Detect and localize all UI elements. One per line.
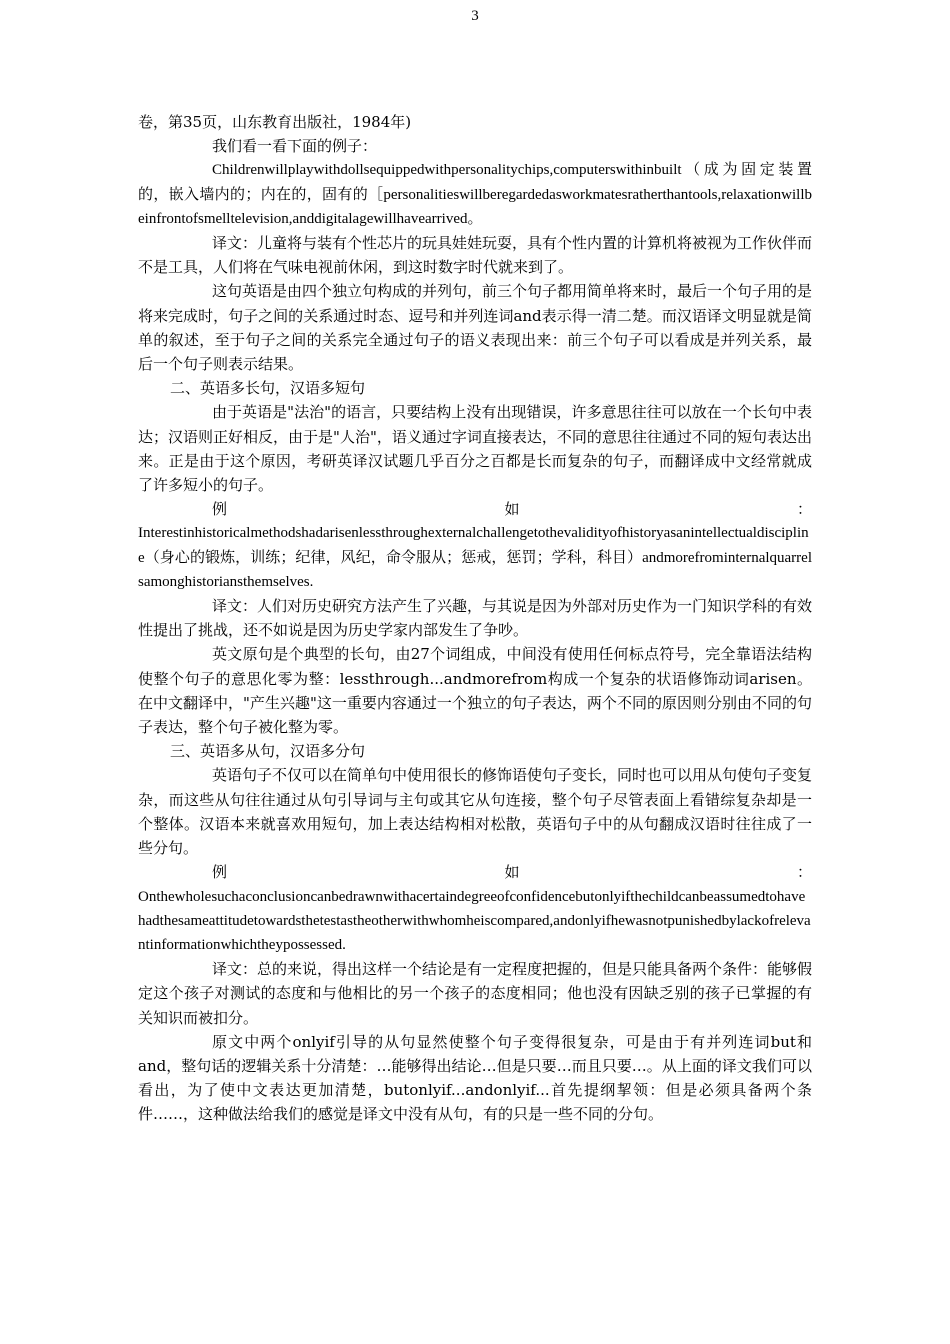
- example-lead-3: [138, 860, 812, 884]
- paragraph-continuation: 卷，第35页，山东教育出版社，1984年): [138, 113, 412, 131]
- example-sentence-1: Childrenwillplaywithdollsequippedwithpersonalitychips,computerswithinbuilt（成为固定装置的，嵌入墙内的；内在的，固有的［personalitieswillberegardedasworkmatesratherthantools,relaxationwillbeinfrontofsmelltelevision,anddigitalagewillhavearrived。: [138, 162, 812, 227]
- example-lead-li: 例: [212, 863, 228, 882]
- section-heading-2: 二、英语多长句，汉语多短句: [170, 379, 366, 398]
- example-lead-2: [138, 497, 812, 521]
- example-2-explanation: 英文原句是个典型的长句，由27个词组成，中间没有使用任何标点符号，完全靠语法结构使整个句子的意思化零为整：lessthrough...andmorefrom构成一个复杂的状语修饰动词arisen。在中文翻译中，"产生兴趣"这一重要内容通过一个独立的句子表达，两个不同的原因则分别由不同的句子表达，整个句子被化整为零。: [138, 645, 812, 737]
- example-lead-colon: ：: [796, 863, 812, 882]
- example-1-explanation: 这句英语是由四个独立句构成的并列句，前三个句子都用简单将来时，最后一个句子用的是将来完成时，句子之间的关系通过时态、逗号和并列连词and表示得一清二楚。而汉语译文明显就是简单的叙述，至于句子之间的关系完全通过句子的语义表现出来：前三个句子可以看成是并列关系，最后一个句子则表示结果。: [138, 282, 813, 374]
- section-3-paragraph: 英语句子不仅可以在简单句中使用很长的修饰语使句子变长，同时也可以用从句使句子变复杂，而这些从句往往通过从句引导词与主句或其它从句连接，整个句子尽管表面上看错综复杂却是一个整体。汉语本来就喜欢用短句，加上表达结构相对松散，英语句子中的从句翻成汉语时往往成了一些分句。: [138, 766, 813, 858]
- example-lead-ru: 如: [504, 500, 520, 519]
- example-sentence-3: Onthewholesuchaconclusioncanbedrawnwithacertaindegreeofconfidencebutonlyifthechildcanbeassumedtohavehadthesameattitudetowardsthetestastheotherwithwhomheiscompared,andonlyifhewasnotpunishedbylackofrelevantinformationwhichtheypossessed.: [138, 888, 811, 953]
- example-2-translation: 译文：人们对历史研究方法产生了兴趣，与其说是因为外部对历史作为一门知识学科的有效性提出了挑战，还不如说是因为历史学家内部发生了争吵。: [138, 597, 813, 640]
- example-1-translation: 译文：儿童将与装有个性芯片的玩具娃娃玩耍，具有个性内置的计算机将被视为工作伙伴而不是工具，人们将在气味电视前休闲，到这时数字时代就来到了。: [138, 234, 813, 277]
- page-number: 3: [471, 8, 479, 24]
- section-2-paragraph: 由于英语是"法治"的语言，只要结构上没有出现错误，许多意思往往可以放在一个长句中表达；汉语则正好相反，由于是"人治"，语义通过字词直接表达，不同的意思往往通过不同的短句表达出来。正是由于这个原因，考研英译汉试题几乎百分之百都是长而复杂的句子，而翻译成中文经常就成了许多短小的句子。: [138, 403, 812, 495]
- example-3-translation: 译文：总的来说，得出这样一个结论是有一定程度把握的，但是只能具备两个条件：能够假定这个孩子对测试的态度和与他相比的另一个孩子的态度相同；他也没有因缺乏别的孩子已掌握的有关知识而被扣分。: [138, 960, 813, 1027]
- document-body: [138, 110, 812, 1127]
- example-lead-ru: 如: [504, 863, 520, 882]
- section-heading-3: 三、英语多从句，汉语多分句: [170, 742, 366, 761]
- example-lead-li: 例: [212, 500, 228, 519]
- example-3-explanation: 原文中两个onlyif引导的从句显然使整个句子变得很复杂，可是由于有并列连词but和and，整句话的逻辑关系十分清楚：…能够得出结论…但是只要…而且只要…。从上面的译文我们可以看出，为了使中文表达更加清楚，butonlyif...andonlyif...首先提纲挈领：但是必须具备两个条件……，这种做法给我们的感觉是译文中没有从句，有的只是一些不同的分句。: [138, 1032, 812, 1124]
- example-sentence-2: Interestinhistoricalmethodshadarisenlessthroughexternalchallengetothevalidityofhistoryasanintellectualdiscipline（身心的锻炼，训练；纪律，风纪，命令服从；惩戒，惩罚；学科，科目）andmorefrominternalquarrelsamonghistoriansthemselves.: [138, 525, 812, 590]
- example-lead-colon: ：: [796, 500, 812, 519]
- paragraph-intro: 我们看一看下面的例子：: [212, 137, 378, 156]
